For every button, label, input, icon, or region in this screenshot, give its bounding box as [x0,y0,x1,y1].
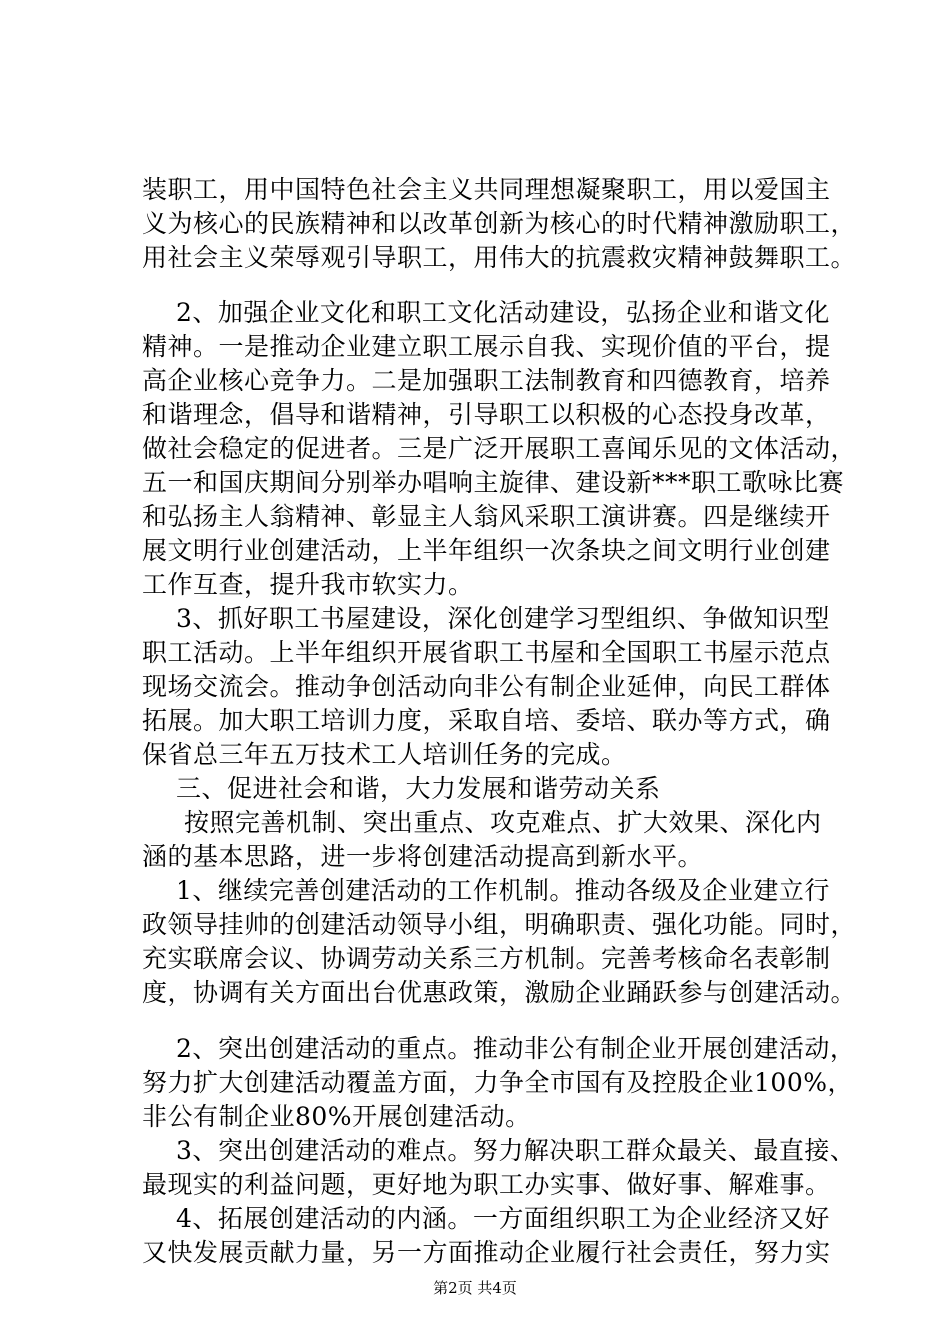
body-text-line: 度，协调有关方面出台优惠政策，激励企业踊跃参与创建活动。 [142,978,857,1007]
body-text-line: 涵的基本思路，进一步将创建活动提高到新水平。 [142,842,704,871]
body-text-line: 和谐理念，倡导和谐精神，引导职工以积极的心态投身改革， [142,400,831,429]
body-text-line: 3、抓好职工书屋建设，深化创建学习型组织、争做知识型 [176,604,830,633]
body-text-line: 精神。一是推动企业建立职工展示自我、实现价值的平台，提 [142,332,831,361]
body-text-line: 努力扩大创建活动覆盖方面，力争全市国有及控股企业100%， [142,1068,853,1097]
body-text-line: 保省总三年五万技术工人培训任务的完成。 [142,740,627,769]
body-text-line: 按照完善机制、突出重点、攻克难点、扩大效果、深化内 [184,808,822,837]
body-text-line: 工作互查，提升我市软实力。 [142,570,474,599]
body-text-line: 和弘扬主人翁精神、彰显主人翁风采职工演讲赛。四是继续开 [142,502,831,531]
body-text-line: 2、加强企业文化和职工文化活动建设，弘扬企业和谐文化 [176,298,830,327]
body-text-line: 2、突出创建活动的重点。推动非公有制企业开展创建活动， [176,1034,856,1063]
body-text-line: 展文明行业创建活动，上半年组织一次条块之间文明行业创建 [142,536,831,565]
body-text-line: 政领导挂帅的创建活动领导小组，明确职责、强化功能。同时， [142,910,857,939]
body-text-line: 职工活动。上半年组织开展省职工书屋和全国职工书屋示范点 [142,638,831,667]
body-text-line: 义为核心的民族精神和以改革创新为核心的时代精神激励职工， [142,209,857,238]
section-heading: 三、促进社会和谐，大力发展和谐劳动关系 [176,774,661,803]
body-text-line: 五一和国庆期间分别举办唱响主旋律、建设新***职工歌咏比赛 [142,468,845,497]
body-text-line: 1、继续完善创建活动的工作机制。推动各级及企业建立行 [176,876,830,905]
body-text-line: 又快发展贡献力量，另一方面推动企业履行社会责任，努力实 [142,1238,831,1267]
body-text-line: 高企业核心竞争力。二是加强职工法制教育和四德教育，培养 [142,366,831,395]
body-text-line: 装职工，用中国特色社会主义共同理想凝聚职工，用以爱国主 [142,175,831,204]
body-text-line: 3、突出创建活动的难点。努力解决职工群众最关、最直接、 [176,1136,856,1165]
body-text-line: 非公有制企业80%开展创建活动。 [142,1102,531,1131]
body-text-line: 现场交流会。推动争创活动向非公有制企业延伸，向民工群体 [142,672,831,701]
body-text-line: 用社会主义荣辱观引导职工，用伟大的抗震救灾精神鼓舞职工。 [142,243,857,272]
body-text-line: 做社会稳定的促进者。三是广泛开展职工喜闻乐见的文体活动， [142,434,857,463]
page-number-footer: 第2页 共4页 [433,1279,517,1297]
body-text-line: 4、拓展创建活动的内涵。一方面组织职工为企业经济又好 [176,1204,830,1233]
body-text-line: 最现实的利益问题，更好地为职工办实事、做好事、解难事。 [142,1170,831,1199]
body-text-line: 充实联席会议、协调劳动关系三方机制。完善考核命名表彰制 [142,944,831,973]
body-text-line: 拓展。加大职工培训力度，采取自培、委培、联办等方式，确 [142,706,831,735]
